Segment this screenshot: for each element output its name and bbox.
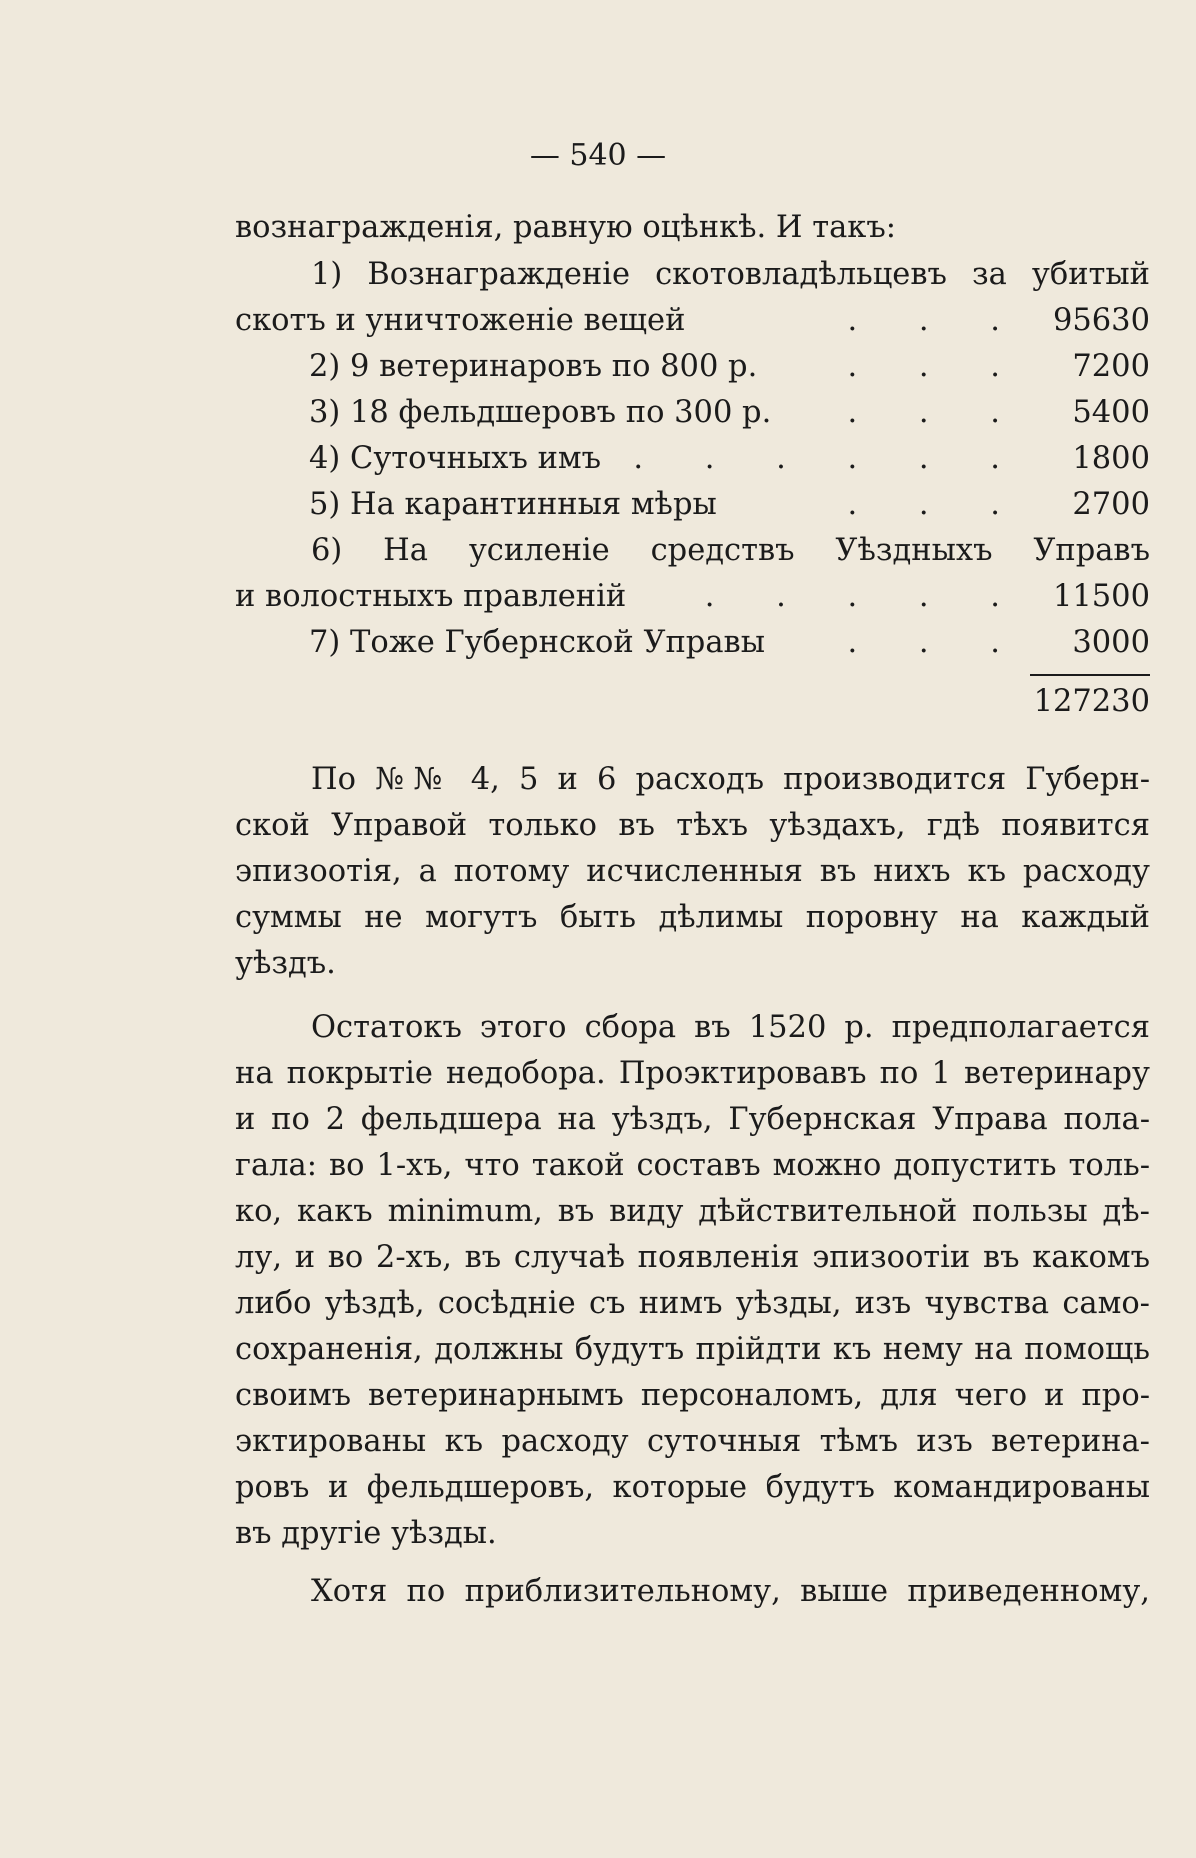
budget-item-5-text: 5) На карантинныя мѣры — [309, 487, 717, 522]
budget-item-5-amount: 2700 — [1072, 487, 1150, 522]
paragraph-2-line-12: въ другіе уѣзды. — [235, 1516, 497, 1551]
paragraph-1-line-1: По №№ 4, 5 и 6 расходъ производится Губерн- — [311, 762, 1150, 797]
budget-item-2-amount: 7200 — [1072, 349, 1150, 384]
leader-dots: . . . . . . — [633, 441, 1026, 476]
paragraph-1-line-2: ской Управой только въ тѣхъ уѣздахъ, гдѣ появится — [235, 808, 1150, 843]
budget-item-7-amount: 3000 — [1072, 625, 1150, 660]
paragraph-2-line-11: ровъ и фельдшеровъ, которые будутъ командированы — [235, 1470, 1150, 1505]
leader-dots: . . . — [847, 349, 1026, 384]
budget-item-1-amount: 95630 — [1052, 303, 1150, 338]
budget-item-2-text: 2) 9 ветеринаровъ по 800 р. — [309, 349, 758, 384]
budget-item-2 — [235, 344, 1150, 390]
leader-dots: . . . — [847, 395, 1026, 430]
paragraph-2-line-2: на покрытіе недобора. Проэктировавъ по 1 ветеринару — [235, 1056, 1150, 1091]
paragraph-1-line-5: уѣздъ. — [235, 946, 336, 981]
budget-item-3 — [235, 390, 1150, 436]
leader-dots: . . . . . — [704, 579, 1026, 614]
paragraph-1-line-3: эпизоотія, а потому исчисленныя въ нихъ къ расходу — [235, 854, 1150, 889]
budget-item-1 — [235, 298, 1150, 344]
paragraph-2-line-10: эктированы къ расходу суточныя тѣмъ изъ ветерина- — [235, 1424, 1150, 1459]
paragraph-3-line-1: Хотя по приблизительному, выше приведенному, — [311, 1574, 1150, 1609]
paragraph-2-line-9: своимъ ветеринарнымъ персоналомъ, для чего и про- — [235, 1378, 1150, 1413]
budget-item-6-text: и волостныхъ правленій — [235, 579, 627, 614]
budget-item-4-text: 4) Суточныхъ имъ — [309, 441, 602, 476]
budget-item-4-amount: 1800 — [1072, 441, 1150, 476]
budget-item-1-text: скотъ и уничтоженіе вещей — [235, 303, 686, 338]
budget-item-3-text: 3) 18 фельдшеровъ по 300 р. — [309, 395, 772, 430]
paragraph-2-line-8: сохраненія, должны будутъ прійдти къ нему на помощь — [235, 1332, 1150, 1367]
budget-item-7-text: 7) Тоже Губернской Управы — [309, 625, 765, 660]
budget-total: 127230 — [1033, 684, 1150, 719]
budget-item-6-amount: 11500 — [1052, 579, 1150, 614]
paragraph-2-line-6: лу, и во 2-хъ, въ случаѣ появленія эпизоотіи въ какомъ — [235, 1240, 1150, 1275]
paragraph-1-line-4: суммы не могутъ быть дѣлимы поровну на каждый — [235, 900, 1150, 935]
budget-item-1-first-line: 1) Вознагражденіе скотовладѣльцевъ за убитый — [311, 257, 1150, 292]
paragraph-2-line-3: и по 2 фельдшера на уѣздъ, Губернская Управа пола- — [235, 1102, 1150, 1137]
paragraph-2-line-7: либо уѣздѣ, сосѣдніе съ нимъ уѣзды, изъ чувства само- — [235, 1286, 1150, 1321]
budget-item-5 — [235, 482, 1150, 528]
budget-item-4 — [235, 436, 1150, 482]
paragraph-2-line-4: гала: во 1-хъ, что такой составъ можно допустить толь- — [235, 1148, 1150, 1183]
budget-item-3-amount: 5400 — [1072, 395, 1150, 430]
leader-dots: . . . — [847, 303, 1026, 338]
paragraph-2-line-1: Остатокъ этого сбора въ 1520 р. предполагается — [311, 1010, 1150, 1045]
leader-dots: . . . — [847, 625, 1026, 660]
page-number: — 540 — — [529, 138, 667, 173]
leader-dots: . . . — [847, 487, 1026, 522]
budget-item-7 — [235, 620, 1150, 666]
budget-item-6-first-line: 6) На усиленіе средствъ Уѣздныхъ Управъ — [311, 533, 1150, 568]
sum-rule — [1030, 674, 1150, 676]
intro-line: вознагражденія, равную оцѣнкѣ. И такъ: — [235, 210, 897, 245]
budget-item-6 — [235, 574, 1150, 620]
paragraph-2-line-5: ко, какъ minimum, въ виду дѣйствительной пользы дѣ- — [235, 1194, 1150, 1229]
